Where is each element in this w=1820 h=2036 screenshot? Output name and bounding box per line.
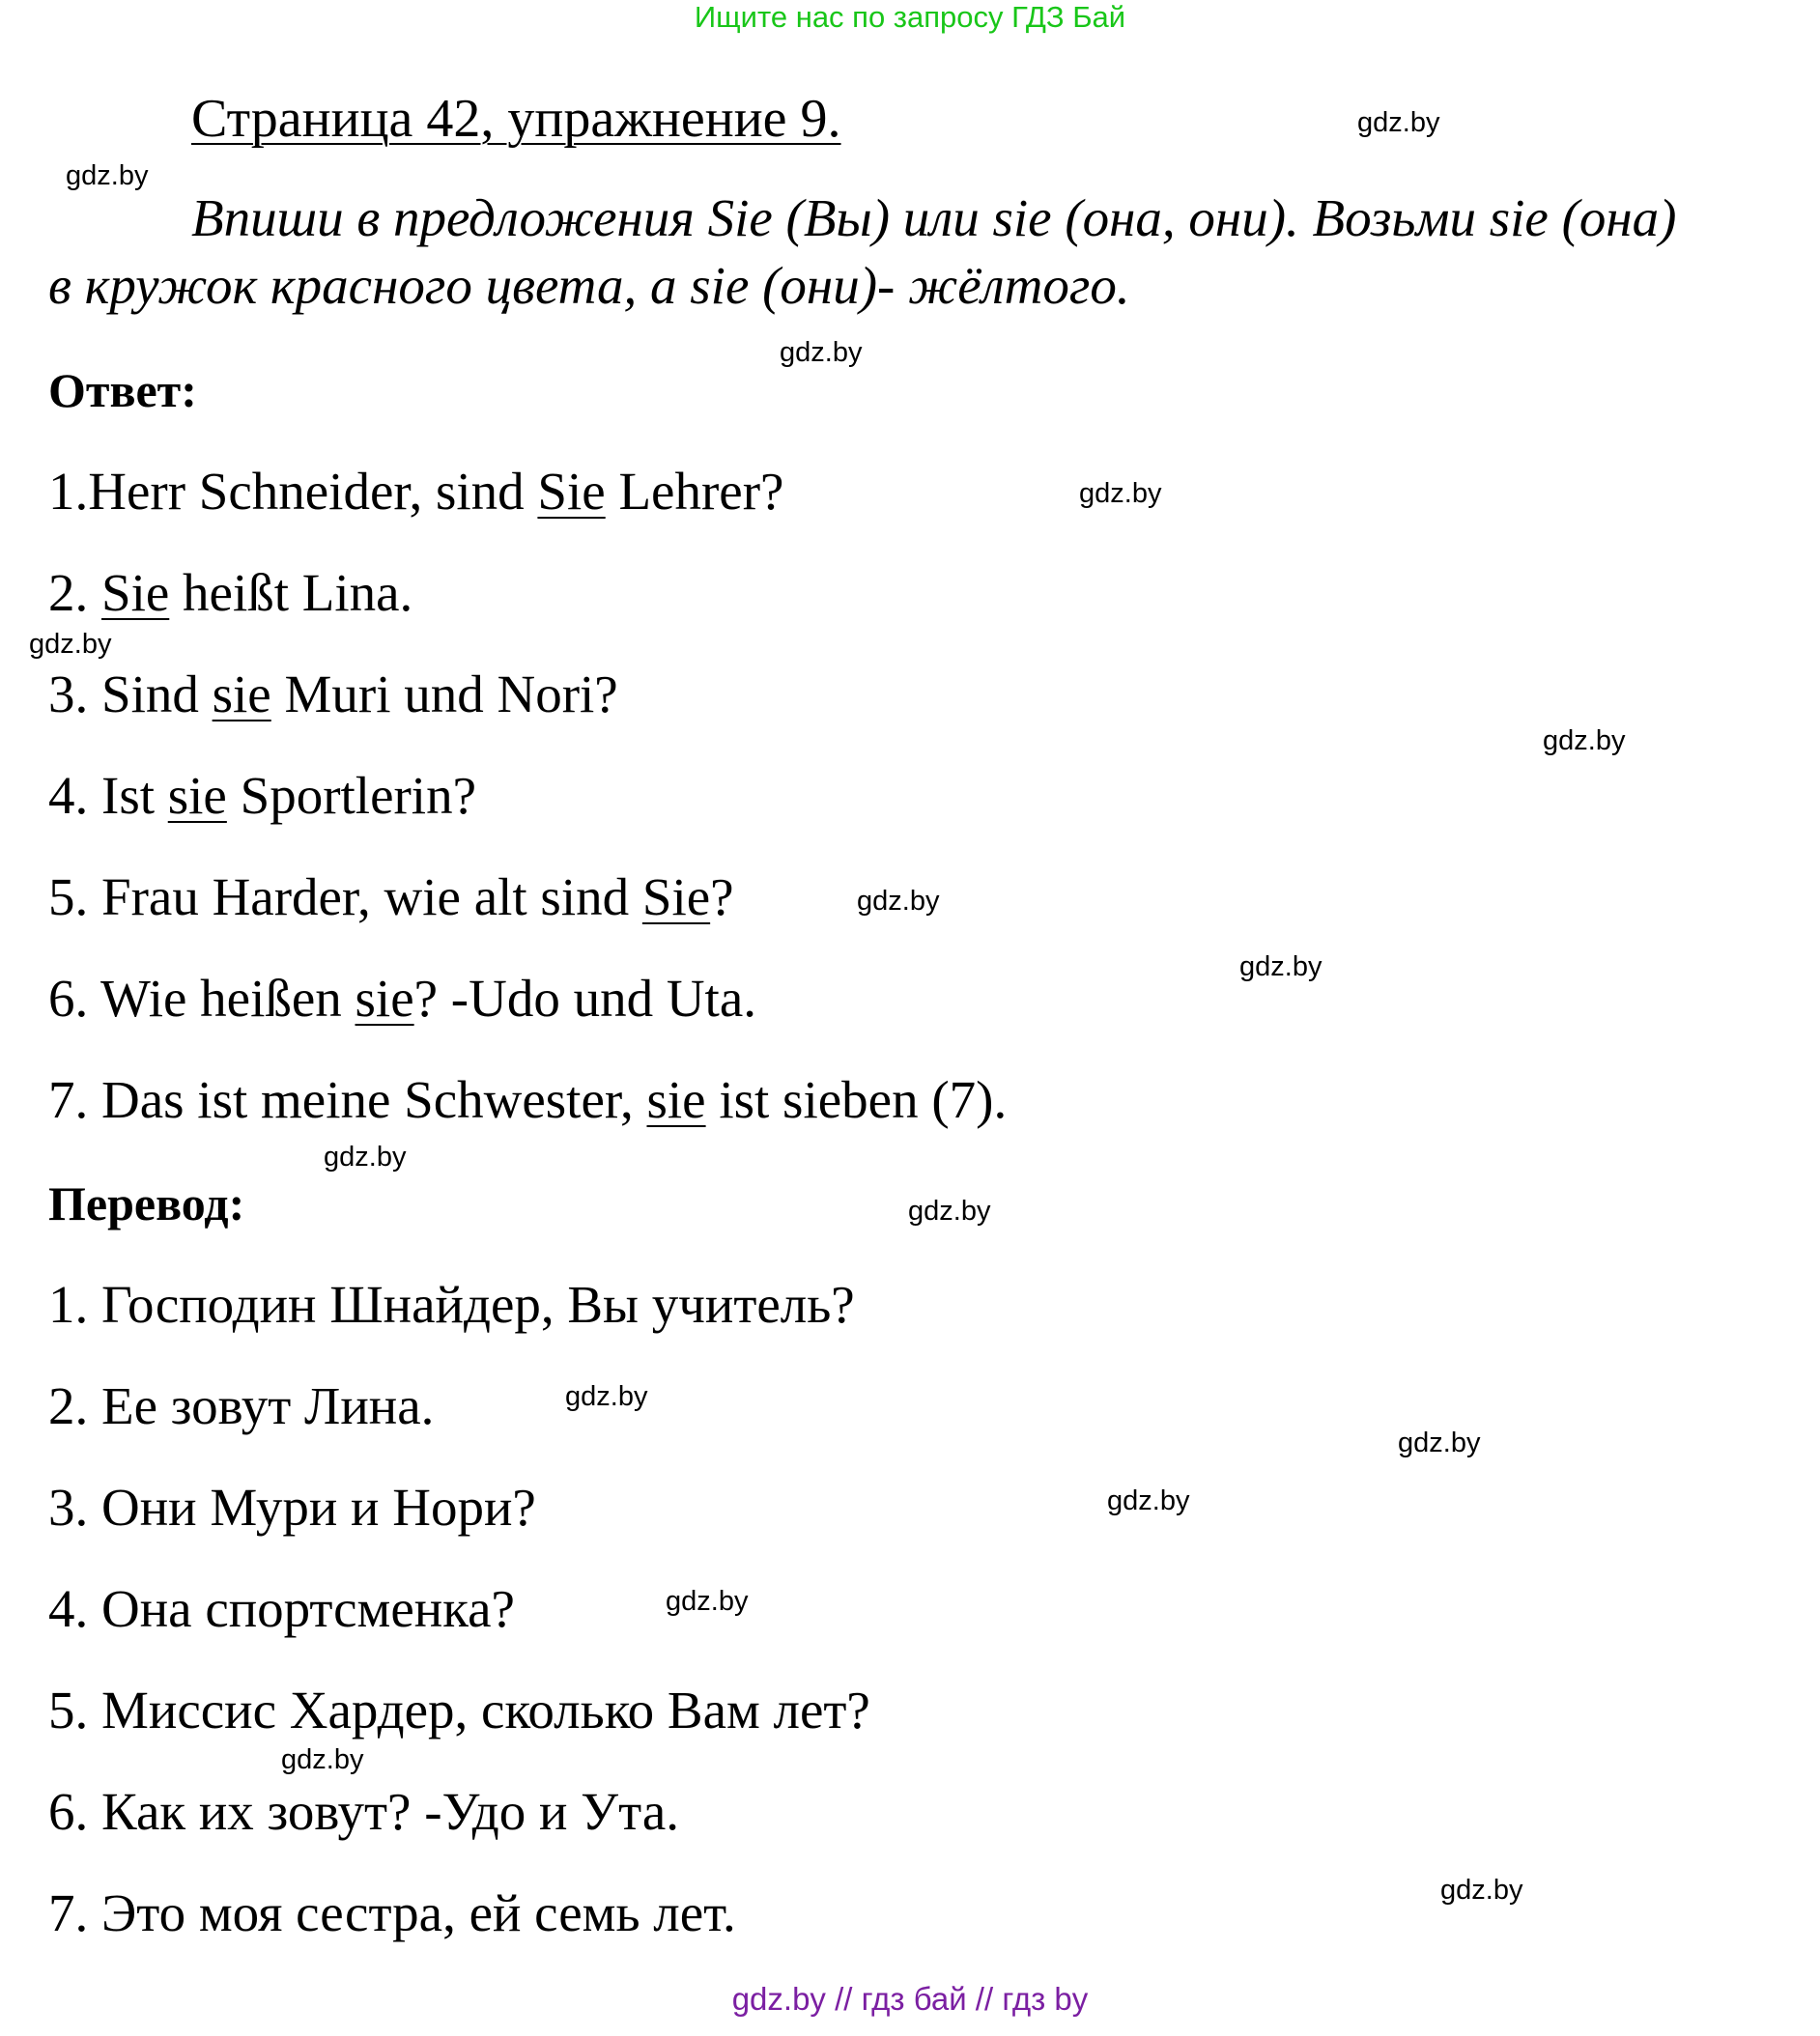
translation-line: 2. Ее зовут Лина.: [48, 1376, 435, 1435]
answer-line: 7. Das ist meine Schwester, sie ist sieben (7).: [48, 1070, 1008, 1129]
watermark: gdz.by: [666, 1586, 749, 1617]
task-line-2: в кружок красного цвета, а sie (они)- жёлтого.: [48, 256, 1130, 315]
translation-line: 1. Господин Шнайдер, Вы учитель?: [48, 1275, 855, 1334]
watermark: gdz.by: [565, 1381, 648, 1412]
translation-line: 6. Как их зовут? -Удо и Ута.: [48, 1782, 679, 1841]
translation-heading: Перевод:: [48, 1176, 245, 1230]
top-banner: Ищите нас по запросу ГДЗ Бай: [694, 0, 1126, 34]
answer-line: 6. Wie heißen sie? -Udo und Uta.: [48, 969, 756, 1028]
underlined-pronoun: sie: [212, 665, 271, 723]
answer-line: 4. Ist sie Sportlerin?: [48, 766, 476, 825]
watermark: gdz.by: [1440, 1875, 1523, 1906]
watermark: gdz.by: [324, 1142, 407, 1173]
watermark: gdz.by: [857, 886, 940, 917]
underlined-pronoun: Sie: [537, 462, 606, 521]
watermark: gdz.by: [281, 1744, 364, 1775]
watermark: gdz.by: [1107, 1485, 1190, 1516]
footer-links: gdz.by // гдз бай // гдз by: [731, 1981, 1089, 2017]
answer-line: 5. Frau Harder, wie alt sind Sie?: [48, 867, 734, 926]
underlined-pronoun: sie: [167, 766, 227, 825]
answer-heading: Ответ:: [48, 363, 197, 417]
underlined-pronoun: Sie: [641, 867, 711, 926]
underlined-pronoun: sie: [355, 969, 414, 1028]
translation-line: 5. Миссис Хардер, сколько Вам лет?: [48, 1681, 870, 1739]
translation-line: 7. Это моя сестра, ей семь лет.: [48, 1883, 736, 1942]
translation-line: 3. Они Мури и Нори?: [48, 1478, 536, 1537]
underlined-pronoun: Sie: [101, 563, 170, 622]
page-title: Страница 42, упражнение 9.: [191, 89, 841, 149]
watermark: gdz.by: [1398, 1428, 1481, 1458]
watermark: gdz.by: [66, 160, 149, 191]
watermark: gdz.by: [780, 337, 863, 368]
task-line-1: Впиши в предложения Sie (Вы) или sie (она, они). Возьми sie (она): [191, 188, 1677, 247]
underlined-pronoun: sie: [646, 1070, 706, 1129]
watermark: gdz.by: [908, 1196, 991, 1227]
answer-line: 1.Herr Schneider, sind Sie Lehrer?: [48, 462, 784, 521]
translation-line: 4. Она спортсменка?: [48, 1579, 515, 1638]
answer-line: 3. Sind sie Muri und Nori?: [48, 665, 618, 723]
watermark: gdz.by: [1079, 478, 1162, 509]
answer-line: 2. Sie heißt Lina.: [48, 563, 413, 622]
watermark: gdz.by: [1239, 951, 1322, 982]
watermark: gdz.by: [1543, 725, 1626, 756]
watermark: gdz.by: [29, 629, 112, 660]
watermark: gdz.by: [1357, 107, 1440, 138]
